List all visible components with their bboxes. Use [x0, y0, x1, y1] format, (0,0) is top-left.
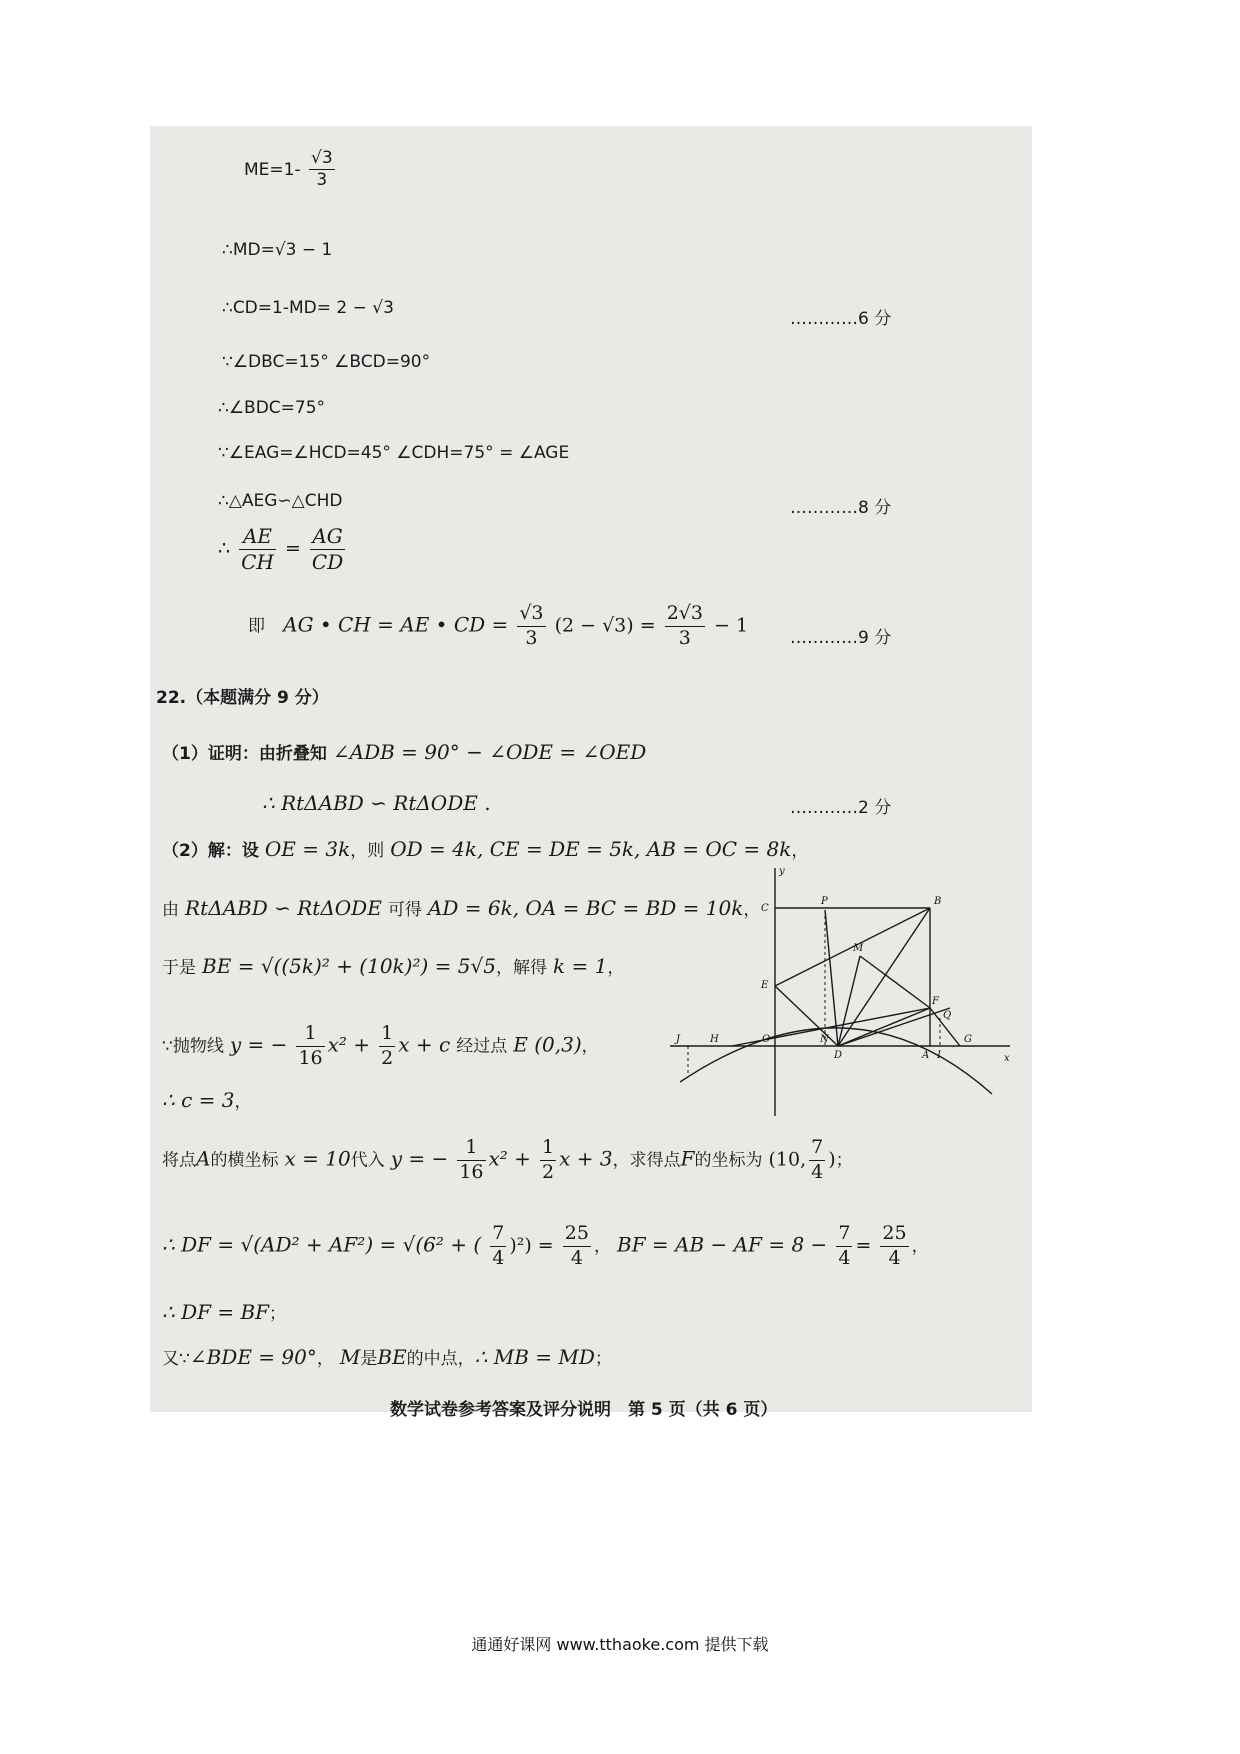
scanned-page: [150, 126, 1032, 1412]
dbc-line: ∵∠DBC=15° ∠BCD=90°: [222, 352, 431, 372]
parabola-line: ∵抛物线 y = − $\frac{1}{16}$ x² + $\frac{1}{2}$ x + c 经过点 E (0,3)，: [162, 1022, 599, 1069]
label-q: Q: [943, 1010, 952, 1021]
label-m: M: [853, 943, 864, 954]
label-i: I: [937, 1050, 941, 1061]
label-g: G: [964, 1034, 972, 1045]
df-bf-line: ∴ DF = BF；: [162, 1300, 287, 1324]
label-e: E: [761, 980, 769, 991]
label-x: x: [1004, 1053, 1010, 1064]
download-credit: 通通好课网 www.tthaoke.com 提供下载: [471, 1635, 769, 1654]
label-a: A: [922, 1050, 930, 1061]
point-f-line: 将点A的横坐标 x = 10代入 y = − $\frac{1}{16}$ x² + $\frac{1}{2}$ x + 3，求得点F的坐标为 (10, $\frac{7}{4}$ )；: [162, 1136, 853, 1183]
label-p: P: [821, 896, 828, 907]
ratio-line: ∴ $\frac{AE}{CH}$ = $\frac{AG}{CD}$: [218, 524, 344, 574]
label-h: H: [710, 1034, 719, 1045]
question-22-title: 22.（本题满分 9 分）: [156, 688, 329, 708]
label-n: N: [820, 1034, 829, 1045]
eag-line: ∵∠EAG=∠HCD=45° ∠CDH=75° = ∠AGE: [218, 443, 570, 463]
label-f: F: [932, 996, 939, 1007]
label-j: J: [676, 1034, 681, 1045]
part2-line2: 由 RtΔABD ∽ RtΔODE 可得 AD = 6k, OA = BC = BD = 10k，: [162, 896, 761, 920]
segment-mf: [860, 956, 930, 1008]
bdc-line: ∴∠BDC=75°: [218, 398, 326, 418]
part2-line3: 于是 BE = √((5k)² + (10k)²) = 5√5，解得 k = 1，: [162, 954, 625, 978]
part2-line: （2）解：设 OE = 3k，则 OD = 4k, CE = DE = 5k, AB = OC = 8k，: [162, 837, 809, 861]
cd-line: ∴CD=1-MD= 2 − √3: [222, 298, 394, 318]
segment-dm: [838, 956, 860, 1046]
label-d: D: [834, 1050, 843, 1061]
md-line: ∴MD=√3 − 1: [222, 240, 333, 260]
part1-line: （1）证明：由折叠知 ∠ADB = 90° − ∠ODE = ∠OED: [162, 740, 647, 764]
similar-line: ∴△AEG∽△CHD: [218, 491, 343, 511]
me-fraction: $\frac{√3}{3}$: [311, 148, 333, 191]
score-2: …………2 分: [790, 798, 892, 818]
ag-cd-fraction: $\frac{AG}{CD}$: [311, 524, 344, 574]
label-y: y: [779, 866, 785, 877]
label-o: O: [762, 1034, 771, 1045]
bde-line: 又∵∠BDE = 90°， M是BE的中点，∴ MB = MD；: [162, 1345, 612, 1369]
score-6: …………6 分: [790, 309, 892, 329]
score-8: …………8 分: [790, 498, 892, 518]
geometry-figure: [660, 858, 1020, 1118]
me-line: ME=1- $\frac{√3}{3}$: [244, 148, 333, 191]
segment-db: [838, 908, 930, 1046]
df-line: ∴ DF = √(AD² + AF²) = √(6² + ( $\frac{7}{4}$ )²) = $\frac{25}{4}$ ， BF = AB − AF = 8 − $\frac{7}{4}$ = $\frac{25}{4}$ ，: [162, 1222, 929, 1269]
score-9: …………9 分: [790, 628, 892, 648]
product-line: 即 AG • CH = AE • CD = $\frac{√3}{3}$ (2 − √3) = $\frac{2√3}{3}$ − 1: [248, 602, 749, 649]
label-c: C: [761, 903, 769, 914]
label-b: B: [934, 896, 942, 907]
page-footer: 数学试卷参考答案及评分说明 第 5 页（共 6 页）: [390, 1400, 778, 1420]
part1-conclusion: ∴ RtΔABD ∽ RtΔODE .: [262, 791, 491, 815]
segment-df: [838, 1008, 930, 1046]
ae-ch-fraction: $\frac{AE}{CH}$: [241, 524, 274, 574]
c-line: ∴ c = 3，: [162, 1088, 252, 1112]
segment-dq: [838, 1008, 950, 1046]
